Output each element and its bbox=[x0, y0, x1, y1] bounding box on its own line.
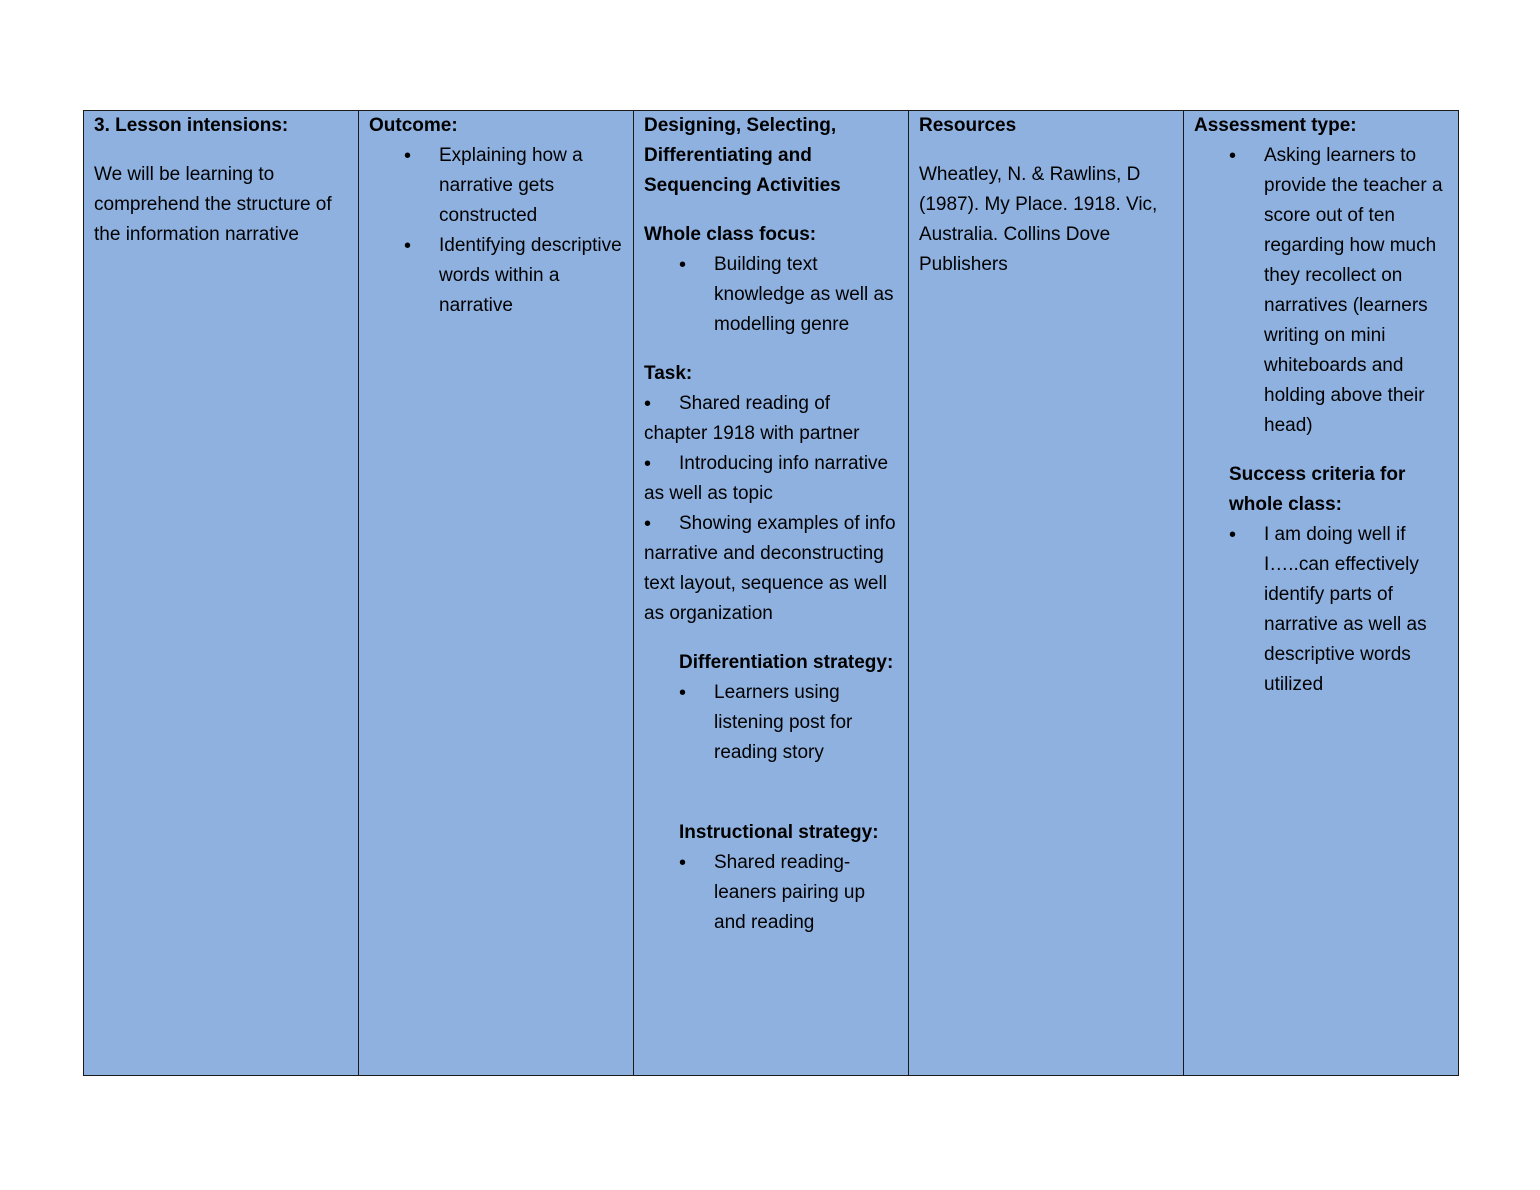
table-row bbox=[84, 111, 1459, 1076]
outcome-list bbox=[369, 141, 623, 321]
lesson-intentions-heading: 3. Lesson intensions: bbox=[94, 115, 289, 136]
lesson-intentions-text: We will be learning to comprehend the structure of the information narrative bbox=[94, 164, 332, 245]
outcome-cell bbox=[359, 111, 634, 1076]
list-item: • Explaining how a narrative gets constructed bbox=[369, 141, 623, 231]
instructional-list bbox=[644, 848, 898, 938]
list-item: • I am doing well if I…..can effectively identify parts of narrative as well as descriptive words utilized bbox=[1194, 520, 1448, 700]
success-criteria-list bbox=[1194, 520, 1448, 700]
differentiation-list bbox=[644, 678, 898, 768]
whole-class-heading: Whole class focus: bbox=[644, 224, 817, 245]
resources-cell bbox=[909, 111, 1184, 1076]
assessment-heading: Assessment type: bbox=[1194, 115, 1357, 136]
list-item: • Introducing info narrative as well as topic bbox=[644, 449, 898, 509]
assessment-cell bbox=[1184, 111, 1459, 1076]
task-heading: Task: bbox=[644, 363, 693, 384]
list-item: • Shared reading of chapter 1918 with partner bbox=[644, 389, 898, 449]
assessment-list bbox=[1194, 141, 1448, 441]
outcome-heading: Outcome: bbox=[369, 115, 458, 136]
lesson-plan-table bbox=[83, 110, 1459, 1076]
resources-text: Wheatley, N. & Rawlins, D (1987). My Place. 1918. Vic, Australia. Collins Dove Publishers bbox=[919, 164, 1158, 275]
whole-class-list bbox=[644, 250, 898, 340]
activities-cell bbox=[634, 111, 909, 1076]
instructional-heading: Instructional strategy: bbox=[679, 822, 879, 843]
list-item: • Asking learners to provide the teacher a score out of ten regarding how much they recollect on narratives (learners writing on mini whiteboards and holding above their head) bbox=[1194, 141, 1448, 441]
differentiation-heading: Differentiation strategy: bbox=[679, 652, 894, 673]
list-item: • Showing examples of info narrative and deconstructing text layout, sequence as well as organization bbox=[644, 509, 898, 629]
resources-heading: Resources bbox=[919, 115, 1017, 136]
lesson-intentions-cell bbox=[84, 111, 359, 1076]
activities-heading: Designing, Selecting, Differentiating and Sequencing Activities bbox=[644, 115, 841, 196]
list-item: • Building text knowledge as well as modelling genre bbox=[644, 250, 898, 340]
success-criteria-heading: Success criteria for whole class: bbox=[1229, 464, 1406, 515]
task-list bbox=[644, 389, 898, 629]
list-item: • Identifying descriptive words within a narrative bbox=[369, 231, 623, 321]
list-item: • Shared reading-leaners pairing up and reading bbox=[644, 848, 898, 938]
list-item: • Learners using listening post for reading story bbox=[644, 678, 898, 768]
